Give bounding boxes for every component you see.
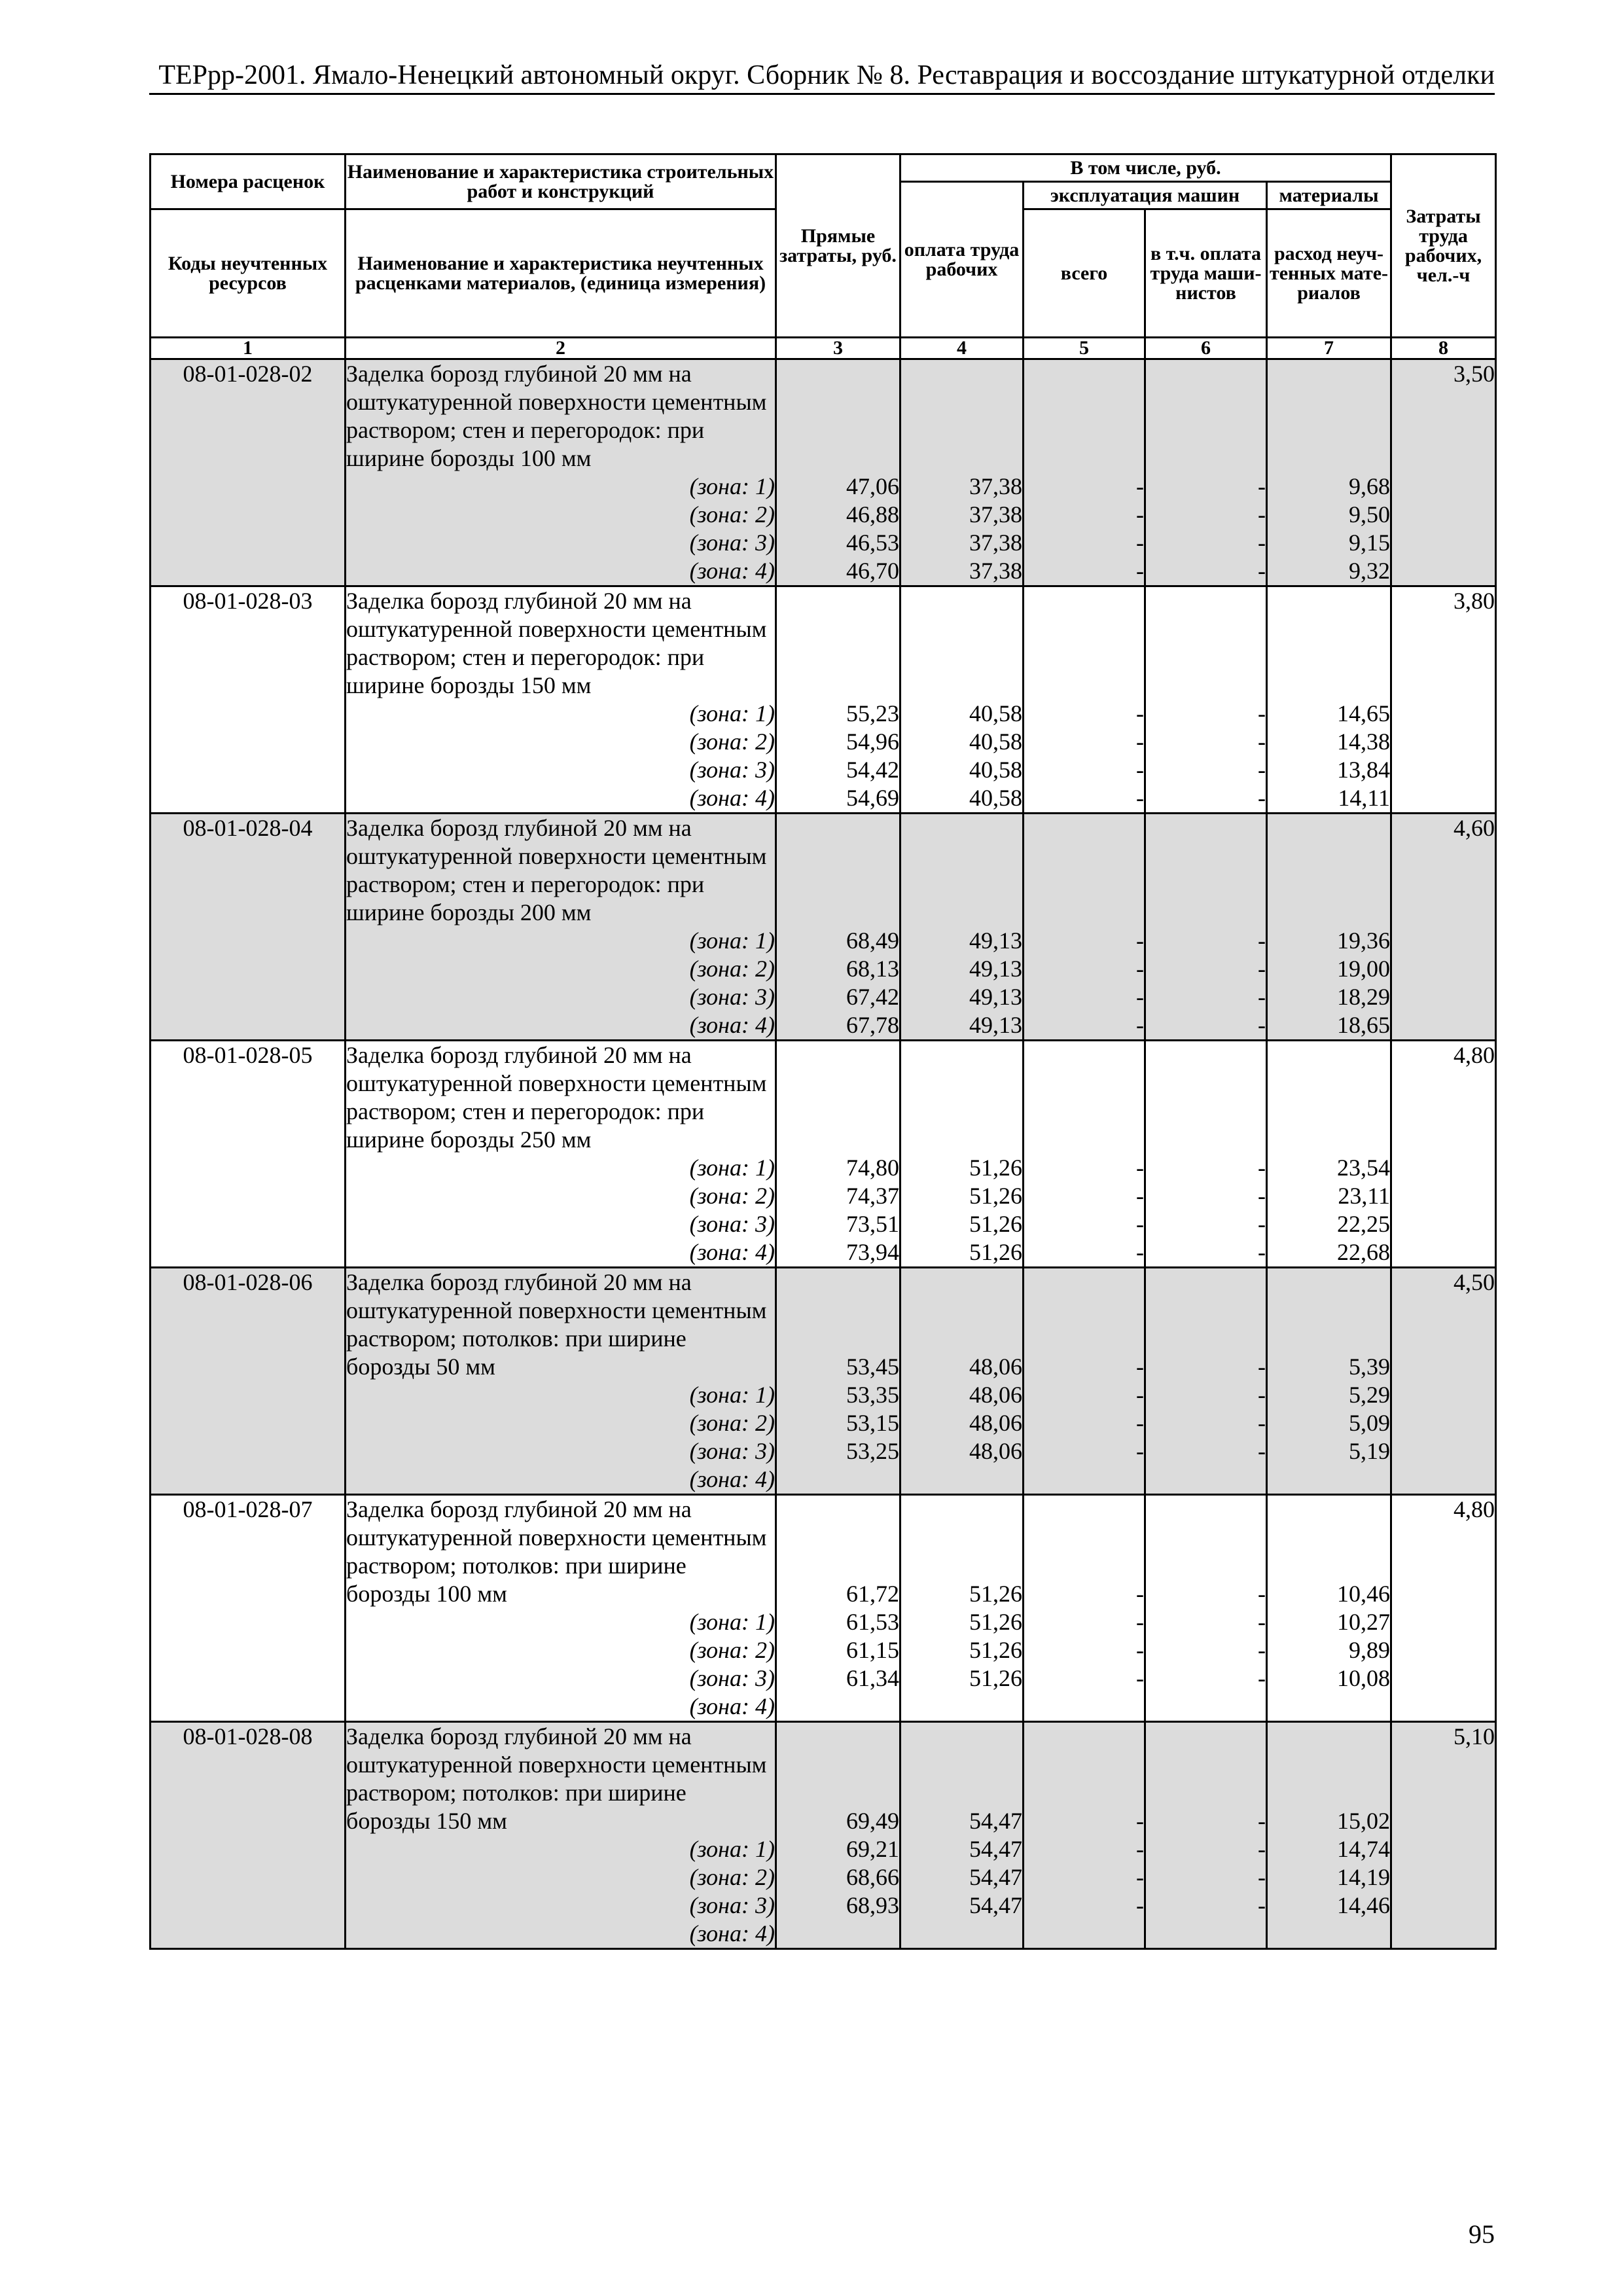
zone-label: (зона: 1) <box>689 700 775 726</box>
direct-cost-value: 54,96 <box>846 728 899 755</box>
materials-cost-value: 23,54 <box>1337 1155 1391 1181</box>
machines-total-value: - <box>1136 1808 1144 1834</box>
labor-pay-value: 37,38 <box>969 558 1022 584</box>
labor-pay-value: 40,58 <box>969 728 1022 755</box>
labor-pay-value: 48,06 <box>969 1438 1022 1464</box>
direct-cost-value: 67,78 <box>846 1012 899 1038</box>
header-materials: материалы <box>1267 182 1391 209</box>
labor-pay-value: 40,58 <box>969 785 1022 811</box>
zone-label: (зона: 2) <box>689 1864 775 1890</box>
machines-total-value: - <box>1136 785 1144 811</box>
machines-total-value: - <box>1136 1637 1144 1663</box>
machinist-pay <box>1145 814 1267 1041</box>
labor-pay-value: 48,06 <box>969 1410 1022 1436</box>
machinist-pay <box>1145 359 1267 586</box>
machines-total <box>1024 1268 1145 1495</box>
materials-cost-value: 13,84 <box>1337 757 1391 783</box>
machinist-pay-value: - <box>1258 1892 1266 1918</box>
machinist-pay-value: - <box>1258 501 1266 528</box>
labor-costs-value: 3,80 <box>1454 588 1495 614</box>
direct-cost <box>776 359 901 586</box>
materials-cost-value: 14,65 <box>1337 700 1391 726</box>
table-row <box>151 1722 1496 1949</box>
column-number: 7 <box>1267 338 1391 359</box>
labor-pay <box>901 1268 1024 1495</box>
materials-cost <box>1267 1041 1391 1268</box>
work-description-text: Заделка борозд глубиной 20 мм на оштукатуренной поверхности цементным раствором; стен и перегородок: при ширине борозды 100 мм <box>346 361 767 471</box>
rate-code-text: 08-01-028-03 <box>183 588 313 614</box>
materials-cost-value: 22,25 <box>1337 1211 1391 1237</box>
header-including: В том числе, руб. <box>901 154 1391 182</box>
rate-code-text: 08-01-028-06 <box>183 1269 313 1295</box>
work-description-text: Заделка борозд глубиной 20 мм на оштукатуренной поверхности цементным раствором; потолков: при ширине борозды 100 мм <box>346 1496 767 1607</box>
machines-total-value: - <box>1136 1211 1144 1237</box>
zone-label: (зона: 1) <box>689 1155 775 1181</box>
rate-code <box>151 814 346 1041</box>
machinist-pay-value: - <box>1258 1808 1266 1834</box>
column-number: 3 <box>776 338 901 359</box>
machinist-pay-value: - <box>1258 1382 1266 1408</box>
machines-total-value: - <box>1136 984 1144 1010</box>
zone-label: (зона: 3) <box>689 1892 775 1918</box>
materials-cost <box>1267 814 1391 1041</box>
direct-cost-value: 68,93 <box>846 1892 899 1918</box>
labor-pay-value: 49,13 <box>969 1012 1022 1038</box>
labor-pay-value: 51,26 <box>969 1183 1022 1209</box>
column-number: 6 <box>1145 338 1267 359</box>
zone-label: (зона: 1) <box>689 927 775 954</box>
machines-total-value: - <box>1136 1382 1144 1408</box>
direct-cost <box>776 1722 901 1949</box>
header-material-name: Наименование и характеристика неучтенных расценками материалов, (единица измерения) <box>346 209 776 338</box>
direct-cost-value: 73,51 <box>846 1211 899 1237</box>
materials-cost-value: 5,09 <box>1349 1410 1391 1436</box>
machines-total <box>1024 359 1145 586</box>
machines-total-value: - <box>1136 501 1144 528</box>
materials-cost-value: 9,15 <box>1349 529 1391 556</box>
machinist-pay-value: - <box>1258 1012 1266 1038</box>
page-number: 95 <box>1469 2219 1495 2249</box>
column-number: 5 <box>1024 338 1145 359</box>
labor-pay <box>901 1495 1024 1722</box>
machines-total-value: - <box>1136 1239 1144 1265</box>
machinist-pay <box>1145 1041 1267 1268</box>
machinist-pay-value: - <box>1258 1637 1266 1663</box>
labor-pay <box>901 814 1024 1041</box>
labor-costs <box>1391 1041 1496 1268</box>
materials-cost-value: 9,50 <box>1349 501 1391 528</box>
machines-total-value: - <box>1136 1354 1144 1380</box>
direct-cost-value: 73,94 <box>846 1239 899 1265</box>
machinist-pay-value: - <box>1258 757 1266 783</box>
machinist-pay-value: - <box>1258 927 1266 954</box>
work-description-text: Заделка борозд глубиной 20 мм на оштукатуренной поверхности цементным раствором; потолков: при ширине борозды 50 мм <box>346 1269 767 1380</box>
machinist-pay-value: - <box>1258 529 1266 556</box>
machinist-pay-value: - <box>1258 1354 1266 1380</box>
machines-total <box>1024 586 1145 814</box>
zone-label: (зона: 2) <box>689 728 775 755</box>
zone-label: (зона: 4) <box>689 1239 775 1265</box>
zone-label: (зона: 2) <box>689 1410 775 1436</box>
labor-pay-value: 51,26 <box>969 1637 1022 1663</box>
zone-label: (зона: 3) <box>689 529 775 556</box>
zone-label: (зона: 4) <box>689 558 775 584</box>
machines-total <box>1024 1722 1145 1949</box>
labor-pay-value: 49,13 <box>969 956 1022 982</box>
materials-cost-value: 18,65 <box>1337 1012 1391 1038</box>
machines-total-value: - <box>1136 1892 1144 1918</box>
materials-cost-value: 14,74 <box>1337 1836 1391 1862</box>
rate-code <box>151 1041 346 1268</box>
materials-cost <box>1267 359 1391 586</box>
materials-cost-value: 14,38 <box>1337 728 1391 755</box>
column-number: 4 <box>901 338 1024 359</box>
labor-pay-value: 37,38 <box>969 529 1022 556</box>
labor-pay-value: 51,26 <box>969 1581 1022 1607</box>
direct-cost-value: 46,70 <box>846 558 899 584</box>
rate-code-text: 08-01-028-04 <box>183 815 313 841</box>
direct-cost-value: 61,34 <box>846 1665 899 1691</box>
direct-cost-value: 61,53 <box>846 1609 899 1635</box>
zone-label: (зона: 3) <box>689 984 775 1010</box>
materials-cost <box>1267 1268 1391 1495</box>
machines-total-value: - <box>1136 558 1144 584</box>
zone-label: (зона: 3) <box>689 1438 775 1464</box>
labor-costs <box>1391 814 1496 1041</box>
machines-total-value: - <box>1136 1410 1144 1436</box>
direct-cost-value: 74,80 <box>846 1155 899 1181</box>
labor-costs <box>1391 359 1496 586</box>
machines-total <box>1024 1495 1145 1722</box>
rate-code-text: 08-01-028-05 <box>183 1042 313 1068</box>
table-row <box>151 1495 1496 1722</box>
labor-costs-value: 4,80 <box>1454 1496 1495 1522</box>
machines-total-value: - <box>1136 1609 1144 1635</box>
header-direct-costs: Прямые затраты, руб. <box>776 154 901 338</box>
labor-pay-value: 48,06 <box>969 1354 1022 1380</box>
header-unaccounted-materials: расход неуч-тенных мате-риалов <box>1267 209 1391 338</box>
header-machines-total: всего <box>1024 209 1145 338</box>
zone-label: (зона: 2) <box>689 501 775 528</box>
machines-total-value: - <box>1136 1581 1144 1607</box>
materials-cost-value: 5,29 <box>1349 1382 1391 1408</box>
direct-cost-value: 61,72 <box>846 1581 899 1607</box>
materials-cost-value: 10,08 <box>1337 1665 1391 1691</box>
rate-code-text: 08-01-028-08 <box>183 1723 313 1749</box>
labor-pay <box>901 1041 1024 1268</box>
direct-cost-value: 54,42 <box>846 757 899 783</box>
zone-label: (зона: 4) <box>689 1012 775 1038</box>
materials-cost-value: 5,39 <box>1349 1354 1391 1380</box>
direct-cost-value: 68,66 <box>846 1864 899 1890</box>
running-header: ТЕРрр-2001. Ямало-Ненецкий автономный округ. Сборник № 8. Реставрация и воссоздание штукатурной отделки <box>149 58 1495 95</box>
labor-costs <box>1391 1495 1496 1722</box>
machinist-pay-value: - <box>1258 1239 1266 1265</box>
machinist-pay-value: - <box>1258 1183 1266 1209</box>
machines-total-value: - <box>1136 1438 1144 1464</box>
direct-cost-value: 68,49 <box>846 927 899 954</box>
materials-cost <box>1267 1722 1391 1949</box>
labor-pay-value: 51,26 <box>969 1155 1022 1181</box>
machinist-pay-value: - <box>1258 1836 1266 1862</box>
zone-label: (зона: 1) <box>689 1382 775 1408</box>
work-description <box>346 814 776 1041</box>
materials-cost-value: 18,29 <box>1337 984 1391 1010</box>
labor-pay <box>901 359 1024 586</box>
machines-total-value: - <box>1136 956 1144 982</box>
labor-pay-value: 37,38 <box>969 501 1022 528</box>
column-number: 1 <box>151 338 346 359</box>
materials-cost-value: 9,32 <box>1349 558 1391 584</box>
work-description <box>346 1722 776 1949</box>
labor-pay-value: 54,47 <box>969 1808 1022 1834</box>
machinist-pay-value: - <box>1258 728 1266 755</box>
direct-cost-value: 67,42 <box>846 984 899 1010</box>
labor-pay-value: 51,26 <box>969 1665 1022 1691</box>
direct-cost-value: 53,35 <box>846 1382 899 1408</box>
direct-cost-value: 47,06 <box>846 473 899 499</box>
direct-cost-value: 74,37 <box>846 1183 899 1209</box>
rate-code <box>151 1722 346 1949</box>
zone-label: (зона: 3) <box>689 1211 775 1237</box>
machinist-pay-value: - <box>1258 1581 1266 1607</box>
machinist-pay-value: - <box>1258 1864 1266 1890</box>
labor-costs-value: 5,10 <box>1454 1723 1495 1749</box>
column-number: 2 <box>346 338 776 359</box>
machines-total-value: - <box>1136 1665 1144 1691</box>
work-description <box>346 1041 776 1268</box>
table-row <box>151 586 1496 814</box>
table-row <box>151 814 1496 1041</box>
machines-total-value: - <box>1136 1012 1144 1038</box>
direct-cost-value: 46,88 <box>846 501 899 528</box>
machines-total-value: - <box>1136 473 1144 499</box>
machinist-pay-value: - <box>1258 1609 1266 1635</box>
machines-total-value: - <box>1136 1864 1144 1890</box>
labor-pay <box>901 586 1024 814</box>
materials-cost-value: 22,68 <box>1337 1239 1391 1265</box>
machinist-pay-value: - <box>1258 700 1266 726</box>
machines-total <box>1024 1041 1145 1268</box>
rate-code <box>151 1268 346 1495</box>
zone-label: (зона: 3) <box>689 1665 775 1691</box>
work-description <box>346 1268 776 1495</box>
header-machine-operation: эксплуатация машин <box>1024 182 1267 209</box>
machinist-pay <box>1145 1495 1267 1722</box>
materials-cost-value: 14,19 <box>1337 1864 1391 1890</box>
zone-label: (зона: 1) <box>689 1836 775 1862</box>
materials-cost-value: 19,36 <box>1337 927 1391 954</box>
labor-pay-value: 51,26 <box>969 1239 1022 1265</box>
direct-cost <box>776 814 901 1041</box>
zone-label: (зона: 4) <box>689 785 775 811</box>
labor-pay-value: 54,47 <box>969 1892 1022 1918</box>
header-work-name: Наименование и характеристика строительных работ и конструкций <box>346 154 776 209</box>
zone-label: (зона: 4) <box>689 1920 775 1946</box>
machines-total-value: - <box>1136 757 1144 783</box>
labor-pay-value: 49,13 <box>969 984 1022 1010</box>
materials-cost-value: 14,46 <box>1337 1892 1391 1918</box>
machinist-pay <box>1145 586 1267 814</box>
zone-label: (зона: 4) <box>689 1693 775 1719</box>
machinist-pay-value: - <box>1258 473 1266 499</box>
work-description-text: Заделка борозд глубиной 20 мм на оштукатуренной поверхности цементным раствором; стен и перегородок: при ширине борозды 250 мм <box>346 1042 767 1153</box>
machinist-pay <box>1145 1268 1267 1495</box>
rate-code <box>151 586 346 814</box>
labor-costs <box>1391 586 1496 814</box>
zone-label: (зона: 4) <box>689 1466 775 1492</box>
labor-pay-value: 37,38 <box>969 473 1022 499</box>
direct-cost-value: 68,13 <box>846 956 899 982</box>
direct-cost-value: 53,25 <box>846 1438 899 1464</box>
work-description <box>346 586 776 814</box>
machinist-pay-value: - <box>1258 956 1266 982</box>
machinist-pay-value: - <box>1258 785 1266 811</box>
labor-pay-value: 51,26 <box>969 1609 1022 1635</box>
labor-pay-value: 54,47 <box>969 1836 1022 1862</box>
rate-code-text: 08-01-028-07 <box>183 1496 313 1522</box>
materials-cost-value: 9,68 <box>1349 473 1391 499</box>
labor-pay-value: 54,47 <box>969 1864 1022 1890</box>
machines-total-value: - <box>1136 1836 1144 1862</box>
machinist-pay-value: - <box>1258 1438 1266 1464</box>
materials-cost-value: 10,46 <box>1337 1581 1391 1607</box>
direct-cost <box>776 1041 901 1268</box>
header-rate-numbers: Номера расценок <box>151 154 346 209</box>
labor-pay-value: 48,06 <box>969 1382 1022 1408</box>
machines-total-value: - <box>1136 1183 1144 1209</box>
direct-cost <box>776 1268 901 1495</box>
materials-cost-value: 15,02 <box>1337 1808 1391 1834</box>
direct-cost-value: 69,49 <box>846 1808 899 1834</box>
zone-label: (зона: 3) <box>689 757 775 783</box>
column-number: 8 <box>1391 338 1496 359</box>
labor-costs <box>1391 1268 1496 1495</box>
direct-cost-value: 54,69 <box>846 785 899 811</box>
work-description-text: Заделка борозд глубиной 20 мм на оштукатуренной поверхности цементным раствором; стен и перегородок: при ширине борозды 200 мм <box>346 815 767 925</box>
machinist-pay-value: - <box>1258 1410 1266 1436</box>
work-description <box>346 359 776 586</box>
labor-costs-value: 4,80 <box>1454 1042 1495 1068</box>
header-labor-costs: Затраты труда рабочих, чел.-ч <box>1391 154 1496 338</box>
machinist-pay-value: - <box>1258 1155 1266 1181</box>
rates-table-body <box>151 359 1496 1949</box>
direct-cost-value: 69,21 <box>846 1836 899 1862</box>
zone-label: (зона: 1) <box>689 473 775 499</box>
machinist-pay-value: - <box>1258 1665 1266 1691</box>
labor-costs-value: 4,60 <box>1454 815 1495 841</box>
materials-cost-value: 23,11 <box>1338 1183 1391 1209</box>
machinist-pay-value: - <box>1258 984 1266 1010</box>
direct-cost <box>776 1495 901 1722</box>
machinist-pay <box>1145 1722 1267 1949</box>
machinist-pay-value: - <box>1258 1211 1266 1237</box>
labor-pay-value: 40,58 <box>969 757 1022 783</box>
direct-cost-value: 61,15 <box>846 1637 899 1663</box>
zone-label: (зона: 2) <box>689 1637 775 1663</box>
direct-cost-value: 55,23 <box>846 700 899 726</box>
direct-cost-value: 53,45 <box>846 1354 899 1380</box>
labor-pay-value: 51,26 <box>969 1211 1022 1237</box>
zone-label: (зона: 2) <box>689 1183 775 1209</box>
materials-cost <box>1267 1495 1391 1722</box>
machines-total-value: - <box>1136 1155 1144 1181</box>
rate-code <box>151 359 346 586</box>
rate-code <box>151 1495 346 1722</box>
rates-table <box>149 153 1497 1950</box>
labor-pay <box>901 1722 1024 1949</box>
table-row <box>151 1268 1496 1495</box>
materials-cost <box>1267 586 1391 814</box>
machines-total-value: - <box>1136 728 1144 755</box>
materials-cost-value: 10,27 <box>1337 1609 1391 1635</box>
header-labor-pay: оплата труда рабочих <box>901 182 1024 338</box>
materials-cost-value: 14,11 <box>1338 785 1391 811</box>
table-row <box>151 1041 1496 1268</box>
table-row <box>151 359 1496 586</box>
zone-label: (зона: 1) <box>689 1609 775 1635</box>
machines-total-value: - <box>1136 529 1144 556</box>
rate-code-text: 08-01-028-02 <box>183 361 313 387</box>
machines-total-value: - <box>1136 927 1144 954</box>
materials-cost-value: 5,19 <box>1349 1438 1391 1464</box>
machinist-pay-value: - <box>1258 558 1266 584</box>
machines-total-value: - <box>1136 700 1144 726</box>
labor-pay-value: 40,58 <box>969 700 1022 726</box>
work-description <box>346 1495 776 1722</box>
labor-pay-value: 49,13 <box>969 927 1022 954</box>
work-description-text: Заделка борозд глубиной 20 мм на оштукатуренной поверхности цементным раствором; стен и перегородок: при ширине борозды 150 мм <box>346 588 767 698</box>
materials-cost-value: 19,00 <box>1337 956 1391 982</box>
direct-cost <box>776 586 901 814</box>
header-machinist-pay: в т.ч. оплата труда маши-нистов <box>1145 209 1267 338</box>
labor-costs <box>1391 1722 1496 1949</box>
materials-cost-value: 9,89 <box>1349 1637 1391 1663</box>
header-resource-codes: Коды неучтенных ресурсов <box>151 209 346 338</box>
work-description-text: Заделка борозд глубиной 20 мм на оштукатуренной поверхности цементным раствором; потолков: при ширине борозды 150 мм <box>346 1723 767 1834</box>
labor-costs-value: 4,50 <box>1454 1269 1495 1295</box>
direct-cost-value: 46,53 <box>846 529 899 556</box>
labor-costs-value: 3,50 <box>1454 361 1495 387</box>
machines-total <box>1024 814 1145 1041</box>
direct-cost-value: 53,15 <box>846 1410 899 1436</box>
zone-label: (зона: 2) <box>689 956 775 982</box>
